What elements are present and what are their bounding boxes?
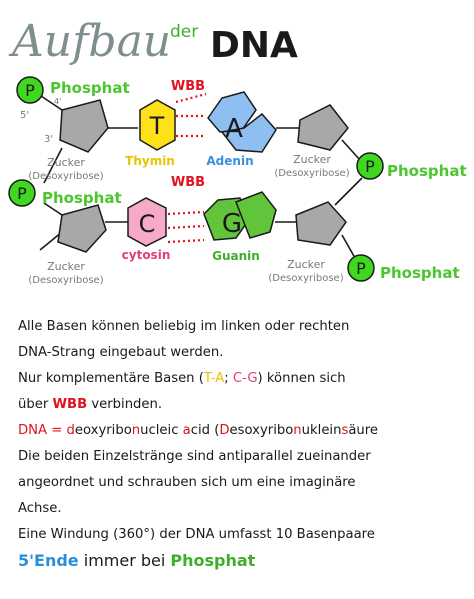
- note-line-1: Alle Basen können beliebig im linken oder rechten: [18, 319, 350, 334]
- sugar-pentagon-bottom-right: [296, 202, 346, 245]
- note-text: über: [18, 397, 53, 412]
- title-der: der: [170, 22, 199, 42]
- note-letter: d: [66, 423, 75, 438]
- note-pair-ta: T-A: [203, 371, 225, 386]
- sugar-pentagon-top-left: [60, 100, 108, 152]
- phosphate-symbol: P: [25, 81, 35, 100]
- note-phosphat: Phosphat: [170, 551, 256, 570]
- label-phosphat: Phosphat: [50, 79, 130, 97]
- hbond-line: [176, 94, 206, 102]
- note-text: ucleic: [140, 423, 183, 438]
- phosphate-symbol: P: [365, 157, 375, 176]
- backbone-line: [342, 140, 360, 160]
- note-dna: DNA: [18, 423, 48, 438]
- phosphate-mid-right: [357, 153, 383, 179]
- note-letter: a: [182, 423, 191, 438]
- label-phosphat: Phosphat: [380, 264, 460, 282]
- note-wbb: WBB: [52, 397, 88, 412]
- note-text: immer bei: [78, 551, 171, 570]
- base-c-letter: C: [138, 210, 156, 238]
- note-line-2: DNA-Strang eingebaut werden.: [18, 345, 224, 360]
- label-zucker: Zucker: [47, 156, 85, 169]
- label-zucker: Zucker: [287, 258, 325, 271]
- hbond-line: [168, 226, 204, 228]
- label-thymin: Thymin: [125, 154, 175, 168]
- label-phosphat: Phosphat: [387, 162, 467, 180]
- title-dna: DNA: [210, 25, 298, 66]
- hbond-line: [168, 212, 204, 214]
- note-letter: n: [131, 423, 141, 438]
- phosphate-symbol: P: [356, 259, 366, 278]
- note-text: uklein: [301, 423, 342, 438]
- note-text: cid (: [190, 423, 220, 438]
- note-line-8: Achse.: [18, 501, 62, 516]
- notes-block: [18, 314, 468, 574]
- hbond-line: [168, 240, 204, 242]
- note-text: Nur komplementäre Basen (: [18, 371, 204, 386]
- label-desoxyribose: (Desoxyribose): [28, 171, 104, 182]
- note-text: ;: [224, 371, 233, 386]
- title-aufbau: Aufbau: [12, 16, 172, 67]
- note-line-9: Eine Windung (360°) der DNA umfasst 10 Basenpaare: [18, 527, 375, 542]
- note-line-7: angeordnet und schrauben sich um eine imaginäre: [18, 475, 356, 490]
- note-text: eoxyribo: [74, 423, 132, 438]
- backbone-line: [342, 235, 355, 258]
- label-five-prime: 5': [20, 110, 30, 121]
- note-text: verbinden.: [87, 397, 163, 412]
- label-zucker: Zucker: [47, 260, 85, 273]
- phosphate-symbol: P: [17, 184, 27, 203]
- sugar-pentagon-bottom-left: [58, 205, 106, 252]
- label-cytosin: cytosin: [121, 248, 171, 262]
- note-pair-cg: C-G: [232, 371, 258, 386]
- note-line-3: [18, 366, 468, 392]
- sugar-pentagon-top-right: [298, 105, 348, 150]
- note-letter: s: [341, 423, 349, 438]
- label-desoxyribose: (Desoxyribose): [274, 168, 350, 179]
- note-text: ) können sich: [257, 371, 346, 386]
- note-letter: n: [293, 423, 302, 438]
- note-line-6: Die beiden Einzelstränge sind antiparallel zueinander: [18, 449, 371, 464]
- base-g-letter: G: [221, 209, 243, 239]
- note-five-prime-end: 5'Ende: [18, 551, 79, 570]
- label-wbb-top: WBB: [170, 79, 206, 94]
- note-text: äure: [348, 423, 379, 438]
- phosphate-bottom-right: [348, 255, 374, 281]
- backbone-line: [335, 178, 362, 205]
- base-t-letter: T: [149, 112, 165, 140]
- note-line-10: [18, 548, 468, 574]
- note-text: esoxyribo: [229, 423, 294, 438]
- note-letter: D: [219, 423, 230, 438]
- label-small-number: 4': [54, 97, 62, 106]
- note-line-5: [18, 418, 468, 444]
- phosphate-top-left: [17, 77, 43, 103]
- label-phosphat: Phosphat: [42, 189, 122, 207]
- label-guanin: Guanin: [212, 249, 260, 263]
- label-wbb-bottom: WBB: [170, 175, 206, 190]
- label-desoxyribose: (Desoxyribose): [28, 275, 104, 286]
- label-zucker: Zucker: [293, 153, 331, 166]
- label-desoxyribose: (Desoxyribose): [268, 273, 344, 284]
- label-adenin: Adenin: [206, 154, 254, 168]
- phosphate-mid-left: [9, 180, 35, 206]
- base-a-letter: A: [225, 114, 243, 144]
- note-line-4: [18, 392, 468, 418]
- note-text: =: [47, 423, 67, 438]
- label-three-prime: 3': [44, 134, 54, 145]
